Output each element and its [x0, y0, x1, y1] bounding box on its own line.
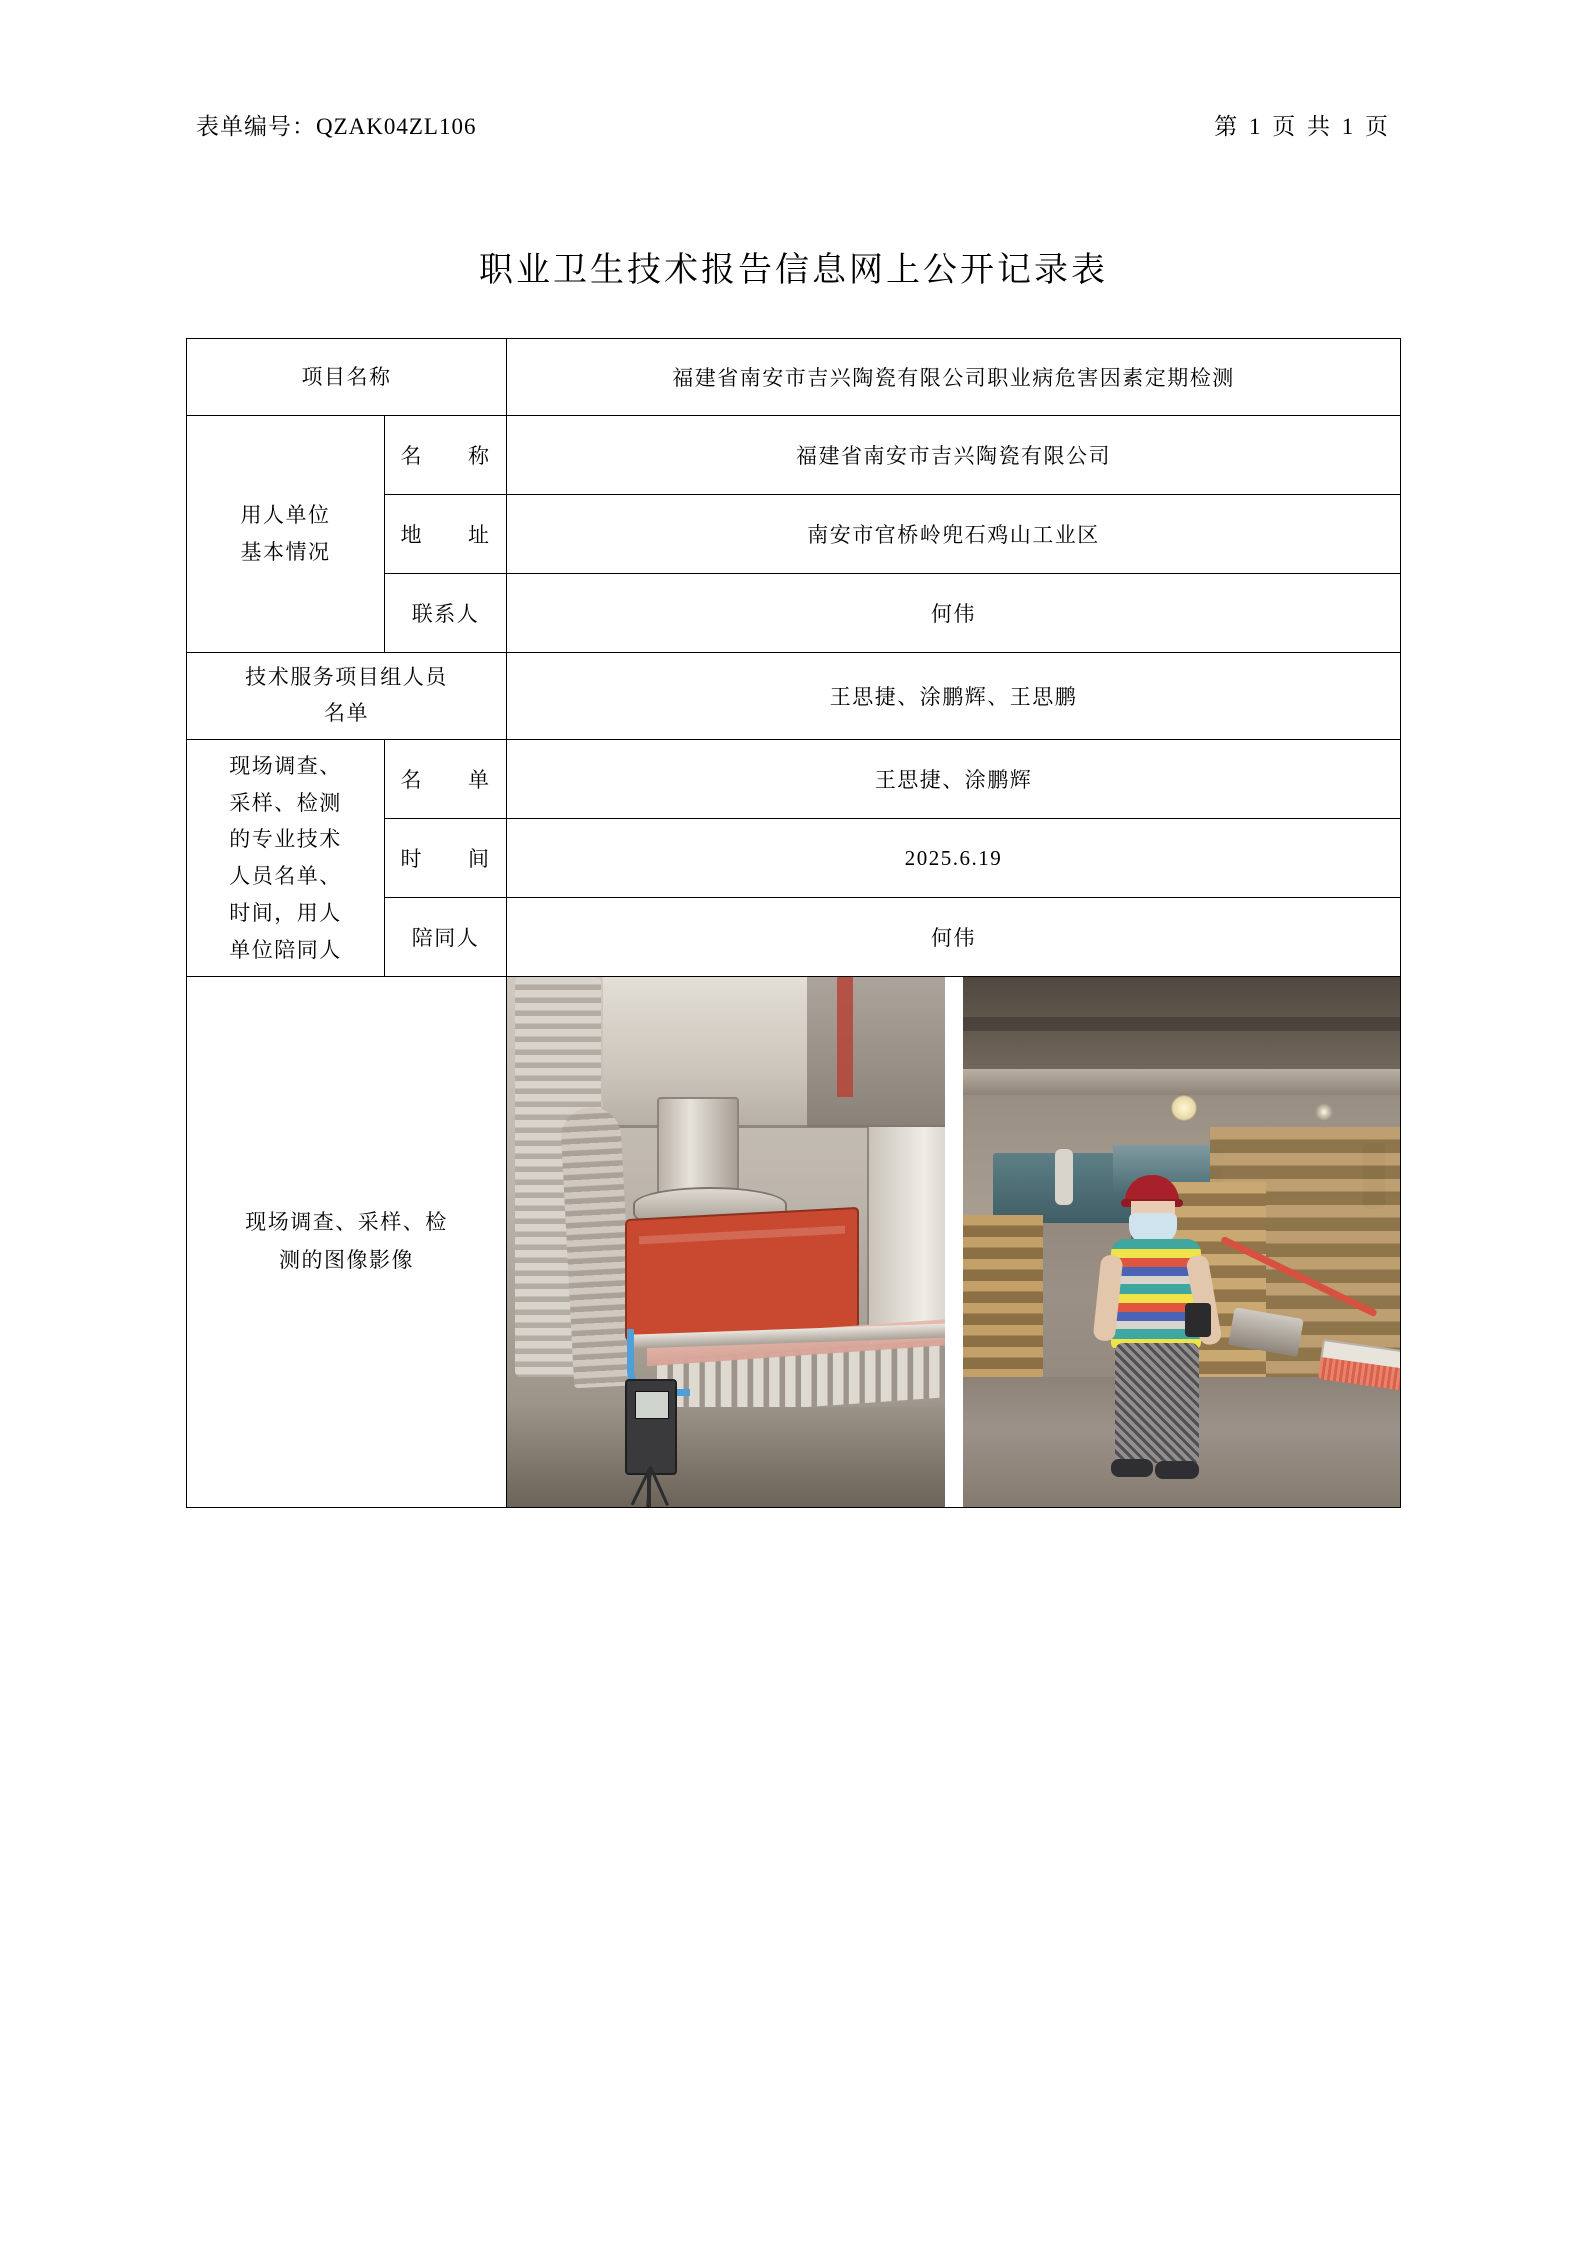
- employer-contact-value: 何伟: [507, 574, 1401, 653]
- survey-label-line-4: 人员名单、: [229, 864, 342, 888]
- team-value: 王思捷、涂鹏辉、王思鹏: [507, 653, 1401, 740]
- employer-address-value: 南安市官桥岭兜石鸡山工业区: [507, 495, 1401, 574]
- photo1-red-strip: [837, 977, 853, 1097]
- survey-escort-value: 何伟: [507, 898, 1401, 977]
- table-row-survey-name: [187, 740, 1401, 819]
- project-name-value: 福建省南安市吉兴陶瓷有限公司职业病危害因素定期检测: [507, 339, 1401, 416]
- photo1-machine-shadow: [807, 977, 945, 1127]
- site-photo-worker: [963, 977, 1401, 1507]
- survey-name-label: 名 单: [385, 740, 507, 819]
- page-title: 职业卫生技术报告信息网上公开记录表: [479, 252, 1108, 289]
- photo2-lamp-secondary: [1315, 1103, 1333, 1121]
- survey-time-value: 2025.6.19: [507, 819, 1401, 898]
- employer-name-value: 福建省南安市吉兴陶瓷有限公司: [507, 416, 1401, 495]
- project-name-label: 项目名称: [187, 339, 507, 416]
- survey-label-line-6: 单位陪同人: [229, 937, 342, 962]
- table-row-images: [187, 977, 1401, 1508]
- photo2-ceiling-beam-upper: [963, 1017, 1401, 1031]
- page-indicator: 第 1 页 共 1 页: [1214, 114, 1391, 139]
- photo2-worker: [1089, 1175, 1229, 1495]
- images-container: [507, 977, 1400, 1507]
- employer-contact-label: 联系人: [385, 574, 507, 653]
- team-label-line2: 名单: [324, 701, 369, 725]
- photo2-background-person-left: [1055, 1149, 1073, 1205]
- survey-name-value: 王思捷、涂鹏辉: [507, 740, 1401, 819]
- images-label-line1: 现场调查、采样、检: [245, 1210, 448, 1235]
- photo1-red-machine-body: [625, 1207, 859, 1341]
- photo1-sampling-meter: [625, 1379, 677, 1475]
- table-row-project: [187, 339, 1401, 416]
- worker-shoe-left: [1111, 1459, 1153, 1477]
- survey-escort-label: 陪同人: [385, 898, 507, 977]
- survey-label-line-2: 采样、检测: [229, 790, 342, 815]
- survey-label-line-1: 现场调查、: [229, 753, 342, 778]
- survey-label: [187, 740, 385, 977]
- survey-time-label: 时 间: [385, 819, 507, 898]
- form-number: [196, 108, 476, 141]
- worker-pants: [1115, 1343, 1199, 1463]
- table-row-employer-name: [187, 416, 1401, 495]
- photo1-tripod-legs: [607, 1467, 697, 1507]
- photo1-floor: [507, 1407, 945, 1507]
- employer-label-line2: 基本情况: [240, 540, 331, 564]
- team-label-line1: 技术服务项目组人员: [245, 665, 448, 690]
- images-label-line2: 测的图像影像: [279, 1248, 414, 1272]
- form-number-value: QZAK04ZL106: [316, 114, 477, 139]
- site-photo-machine: [507, 977, 945, 1507]
- employer-address-label: 地 址: [385, 495, 507, 574]
- photo1-side-panel: [867, 1127, 945, 1347]
- record-table: [186, 338, 1401, 1508]
- survey-label-line-3: 的专业技术: [229, 827, 342, 852]
- team-label: [187, 653, 507, 740]
- worker-shoe-right: [1155, 1461, 1199, 1479]
- worker-sampling-device: [1185, 1303, 1211, 1337]
- form-number-label: 表单编号：: [196, 114, 316, 139]
- employer-basic-label: [187, 416, 385, 653]
- photo2-ceiling-beam: [963, 1069, 1401, 1095]
- table-row-team: [187, 653, 1401, 740]
- photo2-lamp: [1171, 1095, 1197, 1121]
- employer-label-line1: 用人单位: [240, 503, 331, 528]
- images-cell: [507, 977, 1401, 1508]
- photo2-pallet-stack-left: [963, 1215, 1043, 1385]
- images-label: [187, 977, 507, 1508]
- page-header: [196, 108, 1391, 141]
- employer-name-label: 名 称: [385, 416, 507, 495]
- survey-label-line-5: 时间，用人: [229, 900, 342, 925]
